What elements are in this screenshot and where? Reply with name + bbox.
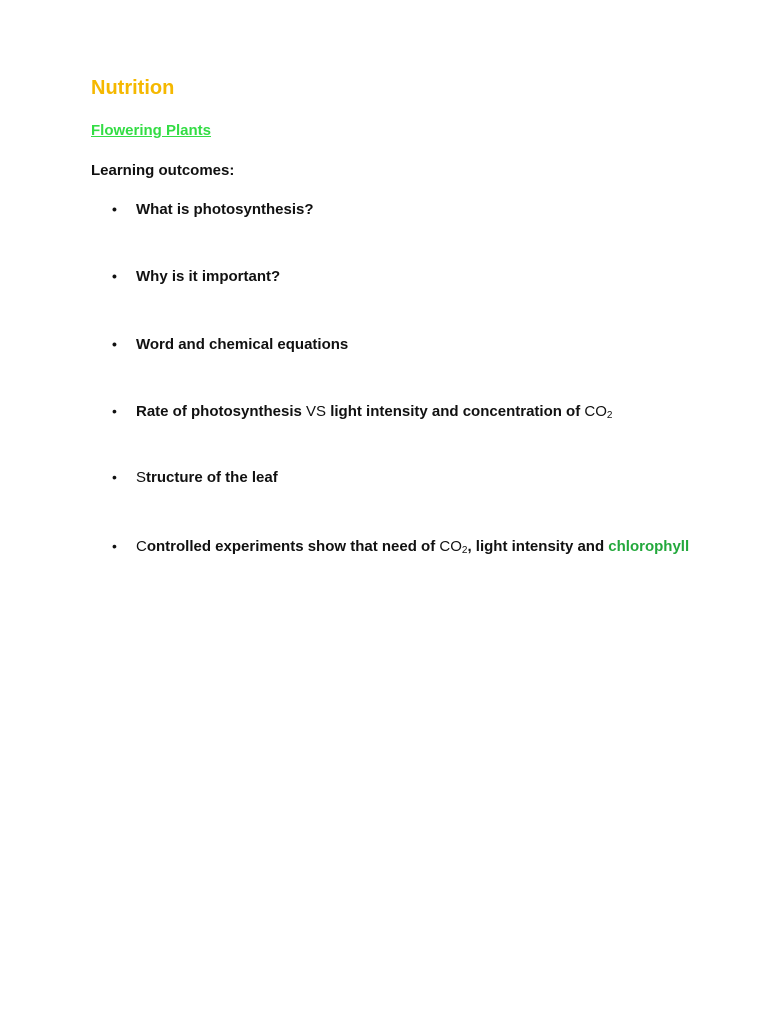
list-item-text: Rate of photosynthesis: [136, 403, 307, 420]
subscript-2: 2: [606, 410, 613, 421]
subscript-2: 2: [461, 545, 468, 556]
vs-text: VS: [306, 403, 327, 420]
list-item-text: tructure of the leaf: [146, 469, 278, 486]
bullet-icon: •: [112, 538, 117, 554]
learning-outcomes-label: Learning outcomes:: [91, 162, 235, 179]
list-item: [112, 336, 348, 353]
list-item-text: Word and chemical equations: [136, 336, 349, 353]
list-item: [112, 538, 689, 556]
chlorophyll-highlight: chlorophyll: [608, 538, 690, 555]
co2-text: CO: [439, 538, 462, 555]
first-letter: S: [136, 469, 147, 486]
list-item-text: ontrolled experiments show that need of: [146, 538, 440, 555]
list-item: [112, 201, 314, 218]
bullet-icon: •: [112, 469, 117, 485]
section-subtitle: Flowering Plants: [91, 122, 212, 139]
co2-text: CO: [584, 403, 607, 420]
bullet-icon: •: [112, 268, 117, 284]
first-letter: C: [136, 538, 147, 555]
list-item: [112, 403, 612, 421]
page-title: Nutrition: [91, 77, 175, 99]
bullet-icon: •: [112, 336, 117, 352]
list-item: [112, 268, 280, 285]
list-item-text: Why is it important?: [136, 268, 281, 285]
list-item-text: , light intensity and: [467, 538, 609, 555]
list-item-text: light intensity and concentration of: [326, 403, 585, 420]
bullet-icon: •: [112, 201, 117, 217]
list-item-text: What is photosynthesis?: [136, 201, 314, 218]
bullet-icon: •: [112, 403, 117, 419]
list-item: [112, 469, 278, 486]
